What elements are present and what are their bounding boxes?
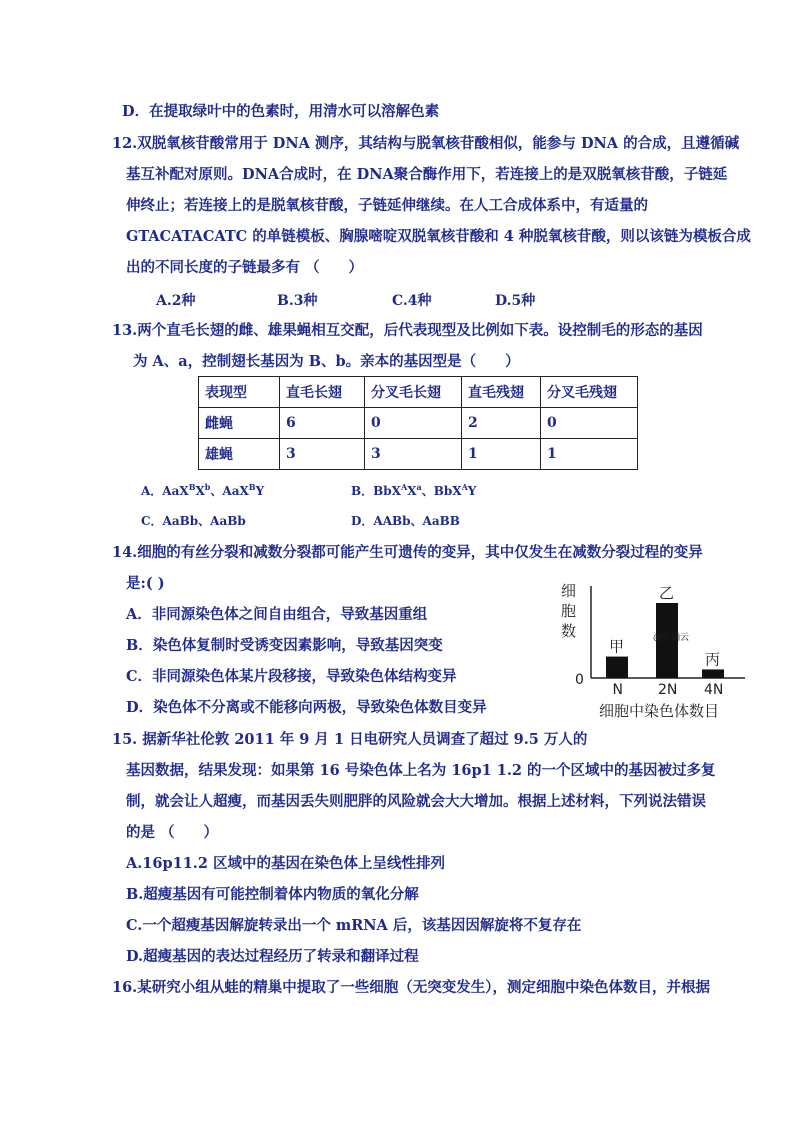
table-cell: 3: [365, 439, 462, 470]
table-cell: 雄蝇: [199, 439, 280, 470]
q12-option-d: D.5种: [495, 293, 536, 309]
q12-line-5: 出的不同长度的子链最多有 （ ）: [126, 259, 364, 276]
table-header-cell: 分叉毛残翅: [541, 377, 638, 408]
q13-a-text: A．AaX: [141, 484, 189, 498]
q14-line-2: 是:( ): [126, 575, 165, 592]
q15-line-4: 的是 （ ）: [126, 824, 219, 841]
table-cell: 6: [280, 408, 365, 439]
x-tick-label: N: [612, 682, 623, 698]
q13-b-text: B．BbX: [351, 484, 401, 498]
table-cell: 3: [280, 439, 365, 470]
y-axis-label: [561, 582, 576, 640]
bar-N: [606, 657, 628, 678]
q13-b-text: Y: [467, 484, 477, 498]
x-axis-label: 细胞中染色体数目: [599, 702, 720, 720]
q16-line-1: 16.某研究小组从蛙的精巢中提取了一些细胞（无突变发生），测定细胞中染色体数目，并根据: [112, 979, 710, 996]
q15-option-b: B.超瘦基因有可能控制着体内物质的氧化分解: [126, 886, 419, 903]
q14-option-d: D．染色体不分离或不能移向两极，导致染色体数目变异: [126, 699, 487, 716]
table-cell: 1: [462, 439, 541, 470]
q13-b-sup: a: [416, 482, 422, 492]
q15-option-d: D.超瘦基因的表达过程经历了转录和翻译过程: [126, 948, 419, 965]
watermark-text: @正确云: [653, 633, 690, 643]
q15-option-c: C.一个超瘦基因解旋转录出一个 mRNA 后，该基因因解旋将不复存在: [126, 917, 582, 934]
q13-a-text: 、AaX: [210, 484, 249, 498]
table-header-cell: 直毛长翅: [280, 377, 365, 408]
bar-label: 乙: [659, 584, 675, 602]
q14-option-b: B．染色体复制时受诱变因素影响，导致基因突变: [126, 637, 443, 654]
q14-option-a: A．非同源染色体之间自由组合，导致基因重组: [126, 606, 428, 623]
table-cell: 0: [541, 408, 638, 439]
table-header-row: [199, 377, 638, 408]
bar-label: 甲: [609, 637, 625, 656]
x-tick-label: 4N: [704, 682, 724, 698]
q12-line-1: 12.双脱氧核苷酸常用于 DNA 测序，其结构与脱氧核苷酸相似，能参与 DNA 的合成，且遵循碱: [112, 135, 740, 152]
table-header-cell: 分叉毛长翅: [365, 377, 462, 408]
q13-line-1: 13.两个直毛长翅的雌、雄果蝇相互交配，后代表现型及比例如下表。设控制毛的形态的基因: [112, 322, 703, 339]
q12-option-a: A.2种: [156, 293, 196, 309]
q13-option-d: D．AABb、AaBB: [351, 514, 460, 528]
q13-option-c: C．AaBb、AaBb: [141, 514, 246, 528]
origin-label: 0: [575, 672, 584, 688]
bar-label: 丙: [705, 650, 721, 669]
x-tick-label: 2N: [658, 682, 678, 698]
q11-option-d: D．在提取绿叶中的色素时，用清水可以溶解色素: [122, 103, 440, 120]
table-cell: 0: [365, 408, 462, 439]
q12-line-4: GTACATACATC 的单链模板、胸腺嘧啶双脱氧核苷酸和 4 种脱氧核苷酸，则以该链为模板合成: [126, 228, 751, 245]
q15-option-a: A.16p11.2 区域中的基因在染色体上呈线性排列: [126, 855, 445, 872]
table-cell: 雌蝇: [199, 408, 280, 439]
q12-line-2: 基互补配对原则。DNA合成时，在 DNA聚合酶作用下，若连接上的是双脱氧核苷酸，子链延: [126, 166, 728, 183]
q14-option-c: C．非同源染色体某片段移接，导致染色体结构变异: [126, 668, 457, 685]
q13-a-sup: b: [204, 482, 211, 492]
phenotype-table: [198, 376, 638, 470]
bar-4N: [702, 669, 724, 678]
q13-b-sup: A: [401, 482, 408, 492]
q12-option-b: B.3种: [277, 293, 318, 309]
q13-option-b: [351, 482, 476, 499]
q15-line-1: 15. 据新华社伦敦 2011 年 9 月 1 日电研究人员调查了超过 9.5 万人的: [112, 731, 588, 748]
table-header-cell: 直毛残翅: [462, 377, 541, 408]
q13-a-sup: B: [248, 482, 256, 492]
chromosome-bar-chart: [555, 578, 765, 723]
q13-a-text: X: [195, 484, 205, 498]
q12-option-c: C.4种: [392, 293, 432, 309]
q15-line-3: 制，就会让人超瘦，而基因丢失则肥胖的风险就会大大增加。根据上述材料，下列说法错误: [126, 793, 706, 810]
q13-line-2: 为 A、a，控制翅长基因为 B、b。亲本的基因型是（ ）: [133, 353, 520, 370]
table-header-cell: 表现型: [199, 377, 280, 408]
q13-option-a: [141, 482, 264, 499]
q13-b-text: 、BbX: [421, 484, 462, 498]
table-cell: 1: [541, 439, 638, 470]
table-cell: 2: [462, 408, 541, 439]
table-row: [199, 439, 638, 470]
q13-b-text: X: [407, 484, 417, 498]
y-axis-label-char: 数: [561, 622, 577, 640]
q13-a-text: Y: [255, 484, 265, 498]
q13-b-sup: A: [461, 482, 468, 492]
q13-a-sup: B: [188, 482, 196, 492]
q15-line-2: 基因数据，结果发现：如果第 16 号染色体上名为 16p1 1.2 的一个区域中的基因被过多复: [126, 762, 716, 779]
q12-line-3: 伸终止；若连接上的是脱氧核苷酸，子链延伸继续。在人工合成体系中，有适量的: [126, 197, 648, 214]
table-row: [199, 408, 638, 439]
y-axis-label-char: 胞: [561, 602, 577, 620]
q14-line-1: 14.细胞的有丝分裂和减数分裂都可能产生可遗传的变异，其中仅发生在减数分裂过程的变异: [112, 544, 703, 561]
y-axis-label-char: 细: [561, 582, 577, 600]
